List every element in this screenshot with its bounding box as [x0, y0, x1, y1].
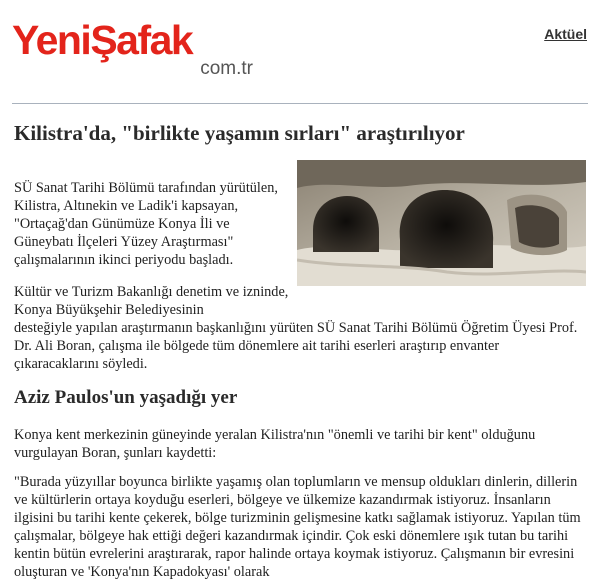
site-logo[interactable]: [12, 18, 257, 80]
article-paragraph-3: Konya kent merkezinin güneyinde yeralan Kilistra'nın "önemli ve tarihi bir kent" olduğunu vurgulayan Boran, şunları kaydetti:: [14, 427, 536, 461]
article-headline: Kilistra'da, "birlikte yaşamın sırları" araştırılıyor: [14, 121, 465, 145]
section-link-aktuel[interactable]: Aktüel: [544, 26, 587, 42]
paragraph-2-text: Kültür ve Turizm Bakanlığı denetim ve izninde, Konya Büyükşehir Belediyesinin: [14, 284, 289, 318]
article-photo: [297, 160, 586, 286]
cave-photo-image: [297, 160, 586, 286]
article-subheading: Aziz Paulos'un yaşadığı yer: [14, 387, 238, 408]
logo-wordmark: YeniŞafak: [12, 17, 193, 63]
header-divider: [12, 103, 588, 104]
logo-domain: com.tr: [200, 58, 253, 79]
paragraph-2-continued: desteğiyle yapılan araştırmanın başkanlığını yürüten SÜ Sanat Tarihi Bölümü Öğretim Üyesi Prof. Dr. Ali Boran, çalışma ile bölgede tüm dönemlere ait tarihi eserleri araştırıp envanter çıkaracaklarını söyledi.: [14, 320, 578, 372]
article-paragraph-2: [14, 283, 586, 373]
article-paragraph-4: "Burada yüzyıllar boyunca birlikte yaşamış olan toplumların ve mensup oldukları dinlerin, dillerin ve kültürlerin ortaya koyduğu eserleri, bölgeye ve ülkemize kazandırmak istiyoruz. İnsanların ilgisini bu tarihi kente çekerek, bölge turizminin gelişmesine katkı sağlamak istiyoruz. Yapılan tüm çalışmalar, bölgeye hak ettiği değeri kazandırmak içindir. Çok eski dönemlere ışık tutan bu tarihi kentin bütün evrelerini araştırarak, rapor halinde ortaya koymak istiyoruz. Çalışmanın bir evresini oluşturan ve 'Konya'nın Kapadokyası' olarak: [14, 474, 581, 580]
article-paragraph-1: SÜ Sanat Tarihi Bölümü tarafından yürütülen, Kilistra, Altınekin ve Ladik'i kapsayan, "Ortaçağ'dan Günümüze Konya İli ve Güneybatı İlçeleri Yüzey Araştırması" çalışmalarının ikinci periyodu başladı.: [14, 180, 278, 268]
